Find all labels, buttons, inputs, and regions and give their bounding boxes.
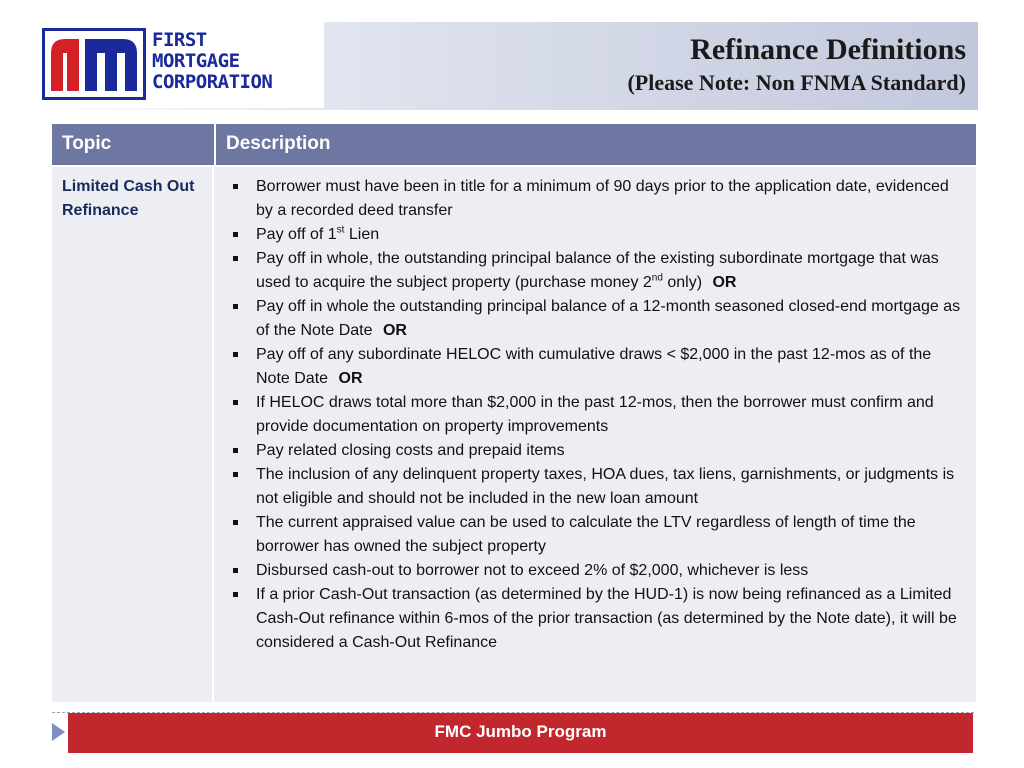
bullet-item <box>228 391 962 439</box>
bullet-text-tail: Lien <box>344 226 380 243</box>
or-conjunction: OR <box>382 322 407 339</box>
bullet-item <box>228 463 962 511</box>
bullet-text: Pay off in whole, the outstanding principal balance of the existing subordinate mortgage that was used to acquire the subject property (purchase money 2 <box>256 250 939 291</box>
description-bullet-list <box>228 175 962 655</box>
bullet-text: If HELOC draws total more than $2,000 in the past 12-mos, then the borrower must confirm and provide documentation on property improvements <box>256 394 934 435</box>
table-header-row <box>52 124 976 165</box>
footer-arrow-icon <box>52 723 65 741</box>
bullet-text: Pay off in whole the outstanding principal balance of a 12-month seasoned closed-end mortgage as of the Note Date <box>256 298 961 339</box>
bullet-item <box>228 223 962 247</box>
bullet-item <box>228 511 962 559</box>
logo-line-mortgage: MORTGAGE <box>152 50 240 72</box>
bullet-item <box>228 439 962 463</box>
bullet-text-tail: only) <box>662 274 703 291</box>
slide-title-block <box>627 32 966 98</box>
bullet-text: Pay related closing costs and prepaid items <box>256 442 565 459</box>
bullet-item <box>228 559 962 583</box>
logo-line-first: FIRST <box>152 29 207 51</box>
bullet-text: The current appraised value can be used to calculate the LTV regardless of length of time the borrower has owned the subject property <box>256 514 916 555</box>
company-logo <box>34 22 324 108</box>
bullet-item <box>228 343 962 391</box>
slide-subtitle: (Please Note: Non FNMA Standard) <box>627 70 966 95</box>
bullet-item <box>228 175 962 223</box>
slide-title: Refinance Definitions <box>690 33 966 66</box>
bullet-item <box>228 247 962 295</box>
ordinal-suffix: st <box>336 224 345 236</box>
bullet-text: Pay off of 1 <box>256 226 337 243</box>
ordinal-suffix: nd <box>651 272 663 284</box>
logo-wordmark <box>152 30 272 93</box>
header-description: Description <box>214 124 976 165</box>
bullet-text: If a prior Cash-Out transaction (as determined by the HUD-1) is now being refinanced as a Limited Cash-Out refinance within 6-mos of the prior transaction (as determined by the Note date), it will be considered a Cash-Out Refinance <box>256 586 957 651</box>
table-row <box>52 167 976 702</box>
description-cell <box>214 167 976 702</box>
logo-line-corporation: CORPORATION <box>152 71 273 93</box>
logo-m-glyph-icon <box>45 31 143 97</box>
definitions-table <box>52 124 976 702</box>
bullet-text: Disbursed cash-out to borrower not to exceed 2% of $2,000, whichever is less <box>256 562 809 579</box>
logo-mark <box>42 28 146 100</box>
bullet-text: Pay off of any subordinate HELOC with cumulative draws < $2,000 in the past 12-mos as of the Note Date <box>256 346 932 387</box>
footer-program-label: FMC Jumbo Program <box>434 722 607 741</box>
bullet-text: The inclusion of any delinquent property taxes, HOA dues, tax liens, garnishments, or judgments is not eligible and should not be included in the new loan amount <box>256 466 955 507</box>
or-conjunction: OR <box>712 274 737 291</box>
footer-program-bar <box>68 713 973 753</box>
bullet-item <box>228 583 962 655</box>
bullet-item <box>228 295 962 343</box>
topic-cell: Limited Cash Out Refinance <box>52 167 212 702</box>
header-topic: Topic <box>62 133 112 154</box>
bullet-text: Borrower must have been in title for a minimum of 90 days prior to the application date, evidenced by a recorded deed transfer <box>256 178 949 219</box>
or-conjunction: OR <box>338 370 363 387</box>
